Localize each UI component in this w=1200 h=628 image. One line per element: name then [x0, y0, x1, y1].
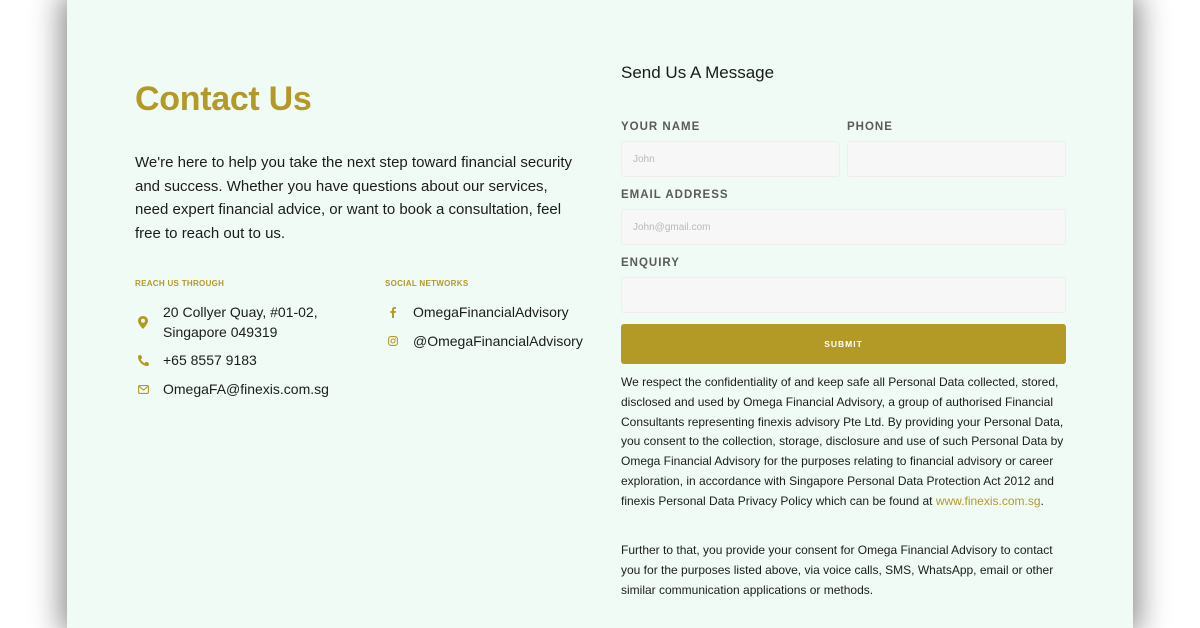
email-item[interactable]: [135, 379, 329, 399]
enquiry-label: ENQUIRY: [621, 257, 680, 269]
finexis-link[interactable]: www.finexis.com.sg: [935, 493, 1041, 508]
email-label: EMAIL ADDRESS: [621, 189, 729, 201]
address-item: [135, 302, 318, 342]
social-networks-heading: SOCIAL NETWORKS: [385, 279, 469, 288]
phone-input[interactable]: [847, 141, 1066, 177]
instagram-icon: [385, 331, 401, 351]
submit-button[interactable]: SUBMIT: [621, 324, 1066, 364]
map-pin-icon: [135, 302, 151, 342]
consent-notice: Further to that, you provide your consent for Omega Financial Advisory to contact you for the purposes listed above, via voice calls, SMS, WhatsApp, email or other similar communication applications or methods.: [621, 543, 1054, 597]
address-line-1: 20 Collyer Quay, #01-02,: [163, 304, 318, 320]
phone-icon: [135, 350, 151, 370]
facebook-icon: [385, 302, 401, 322]
instagram-handle: @OmegaFinancialAdvisory: [413, 333, 583, 349]
phone-label: PHONE: [847, 121, 893, 133]
page-title: Contact Us: [135, 80, 312, 118]
facebook-link[interactable]: [385, 302, 569, 322]
reach-us-heading: REACH US THROUGH: [135, 279, 225, 288]
envelope-icon: [135, 379, 151, 399]
name-input[interactable]: [621, 141, 840, 177]
address-line-2: Singapore 049319: [163, 324, 278, 340]
contact-section: [67, 0, 1133, 628]
name-label: YOUR NAME: [621, 121, 701, 133]
enquiry-input[interactable]: [621, 277, 1066, 313]
instagram-link[interactable]: [385, 331, 583, 351]
privacy-notice: [621, 373, 1071, 512]
email-input[interactable]: [621, 209, 1066, 245]
privacy-text-end: .: [1040, 493, 1044, 508]
phone-item[interactable]: [135, 350, 257, 370]
privacy-text: We respect the confidentiality of and keep safe all Personal Data collected, stored, disclosed and used by Omega Financial Advisory, a group of authorised Financial Consultants representing finexis advisory Pte Ltd. By providing your Personal Data, you consent to the collection, storage, disclosure and use of such Personal Data by Omega Financial Advisory for the purposes relating to financial advisory or career exploration, in accordance with Singapore Personal Data Protection Act 2012 and finexis Personal Data Privacy Policy which can be found at: [621, 375, 1064, 508]
intro-text: We're here to help you take the next step toward financial security and success. Whether you have questions about our services, need expert financial advice, or want to book a consultation, feel free to reach out to us.: [135, 154, 572, 242]
form-title: Send Us A Message: [621, 63, 775, 82]
phone-number: +65 8557 9183: [163, 352, 257, 368]
email-address: OmegaFA@finexis.com.sg: [163, 381, 329, 397]
facebook-handle: OmegaFinancialAdvisory: [413, 304, 569, 320]
